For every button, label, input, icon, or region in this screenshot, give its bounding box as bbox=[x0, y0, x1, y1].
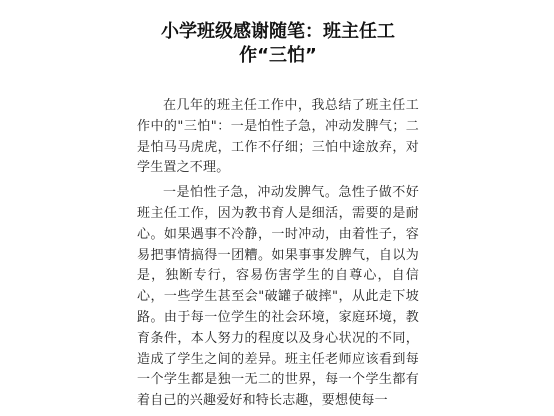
document-title: 小学班级感谢随笔：班主任工作“三怕” bbox=[161, 21, 395, 66]
paragraph-first-fear: 一是怕性子急，冲动发脾气。急性子做不好班主任工作，因为教书育人是细活，需要的是耐心。如果遇事不冷静，一时冲动，由着性子，容易把事情搞得一团糟。如果事事发脾气，自以为是，独断专行，容易伤害学生的自尊心，自信心，一些学生甚至会"破罐子破摔"，从此走下坡路。由于每一位学生的社会环境，家庭环境，教育条件，本人努力的程度以及身心状况的不同，造成了学生之间的差异。班主任老师应该看到每一个学生都是独一无二的世界，每一个学生都有着自己的兴趣爱好和特长志趣，要想使每一 bbox=[137, 185, 419, 409]
document-body bbox=[137, 96, 419, 416]
paragraph-intro: 在几年的班主任工作中，我总结了班主任工作中的"三怕"：一是怕性子急，冲动发脾气；二是怕马马虎虎，工作不仔细；三怕中途放弃，对学生置之不理。 bbox=[137, 98, 419, 176]
